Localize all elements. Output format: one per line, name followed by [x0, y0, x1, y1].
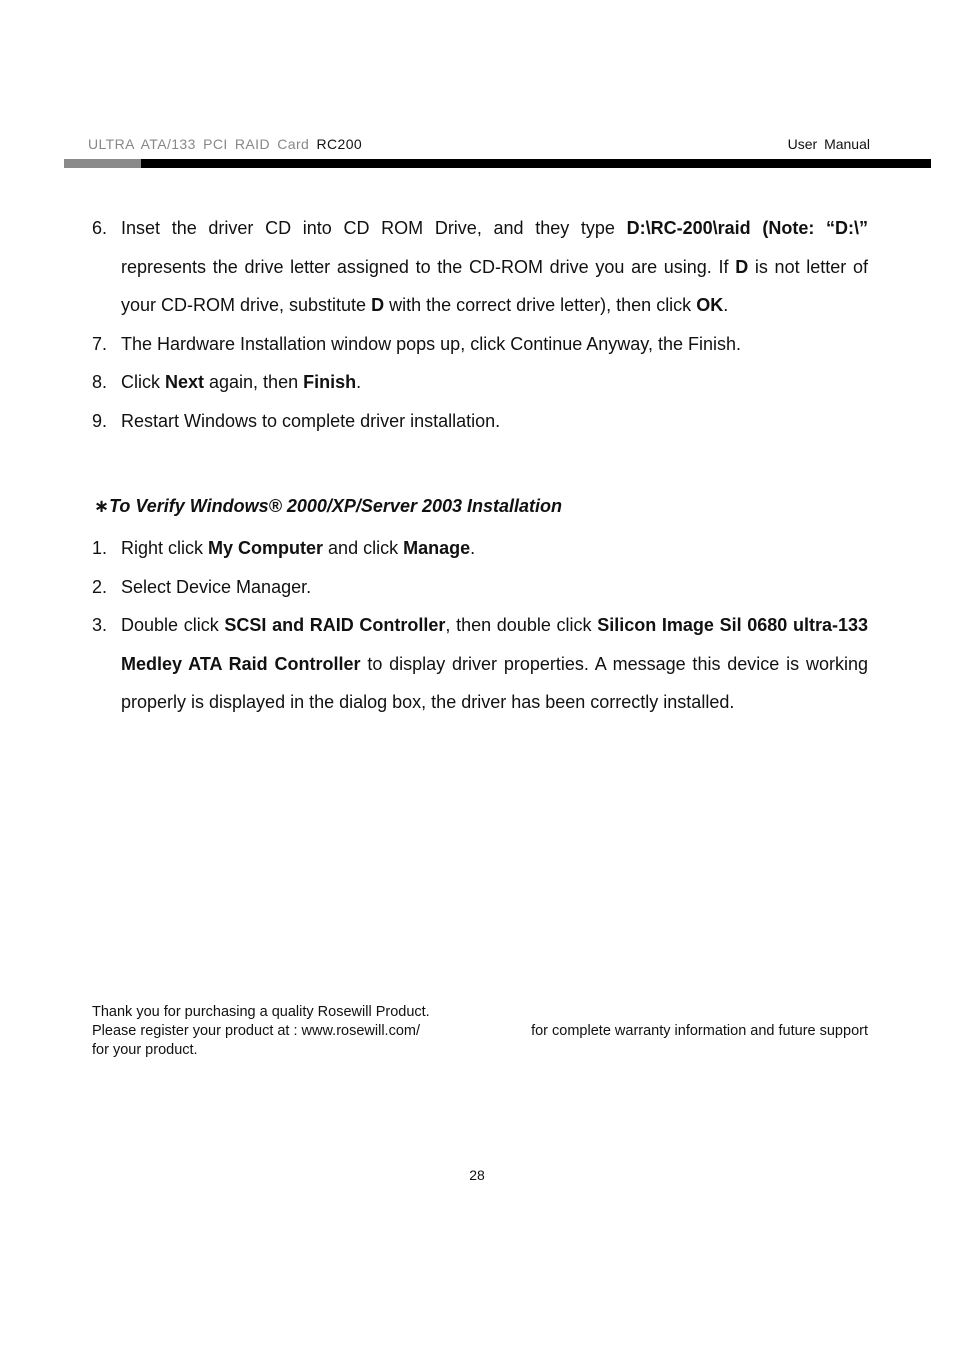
- footer-product: for your product.: [92, 1042, 198, 1058]
- list-item: [92, 402, 868, 441]
- verify-install-steps: [92, 529, 868, 722]
- list-item-number: 3.: [92, 615, 108, 635]
- bold-text: Finish: [303, 372, 357, 392]
- list-item: [92, 529, 868, 568]
- body-text: Select Device Manager.: [121, 576, 312, 597]
- body-text: again, then: [204, 372, 304, 392]
- bold-text: SCSI and RAID Controller: [224, 615, 446, 635]
- body-text: to display driver properties. A message this device is working properly is displayed in the dialog box, the driver has been correctly installed.: [121, 653, 868, 712]
- list-item: [92, 606, 868, 722]
- body-text: is not letter of your CD-ROM drive, substitute: [121, 256, 868, 315]
- body-text: with the correct drive letter), then click: [384, 295, 697, 315]
- body-text: Inset the driver CD into CD ROM Drive, and they type: [121, 218, 627, 238]
- body-text: .: [723, 295, 729, 315]
- bold-text: D:\RC-200\raid (Note: “D:\”: [626, 218, 868, 238]
- list-item-number: 7.: [92, 333, 108, 354]
- bold-text: Silicon Image Sil 0680 ultra-133 Medley ATA Raid Controller: [121, 615, 869, 674]
- header-product-name: ULTRA ATA/133 PCI RAID Card: [88, 136, 310, 152]
- list-item-number: 2.: [92, 576, 108, 597]
- header-model: RC200: [316, 136, 363, 152]
- footer-thanks: Thank you for purchasing a quality Rosewill Product.: [92, 1004, 430, 1020]
- header-rule-accent: [64, 159, 141, 168]
- list-item-number: 8.: [92, 372, 108, 392]
- header-product-title: [88, 136, 362, 152]
- bold-text: D: [371, 295, 385, 315]
- bold-text: My Computer: [208, 538, 324, 558]
- page-number: 28: [469, 1167, 485, 1183]
- list-item: [92, 325, 868, 364]
- bold-text: Manage: [403, 538, 471, 558]
- list-item-number: 6.: [92, 218, 108, 238]
- list-item-number: 9.: [92, 410, 108, 431]
- list-item: [92, 568, 868, 607]
- body-text: Right click: [121, 538, 209, 558]
- body-text: Restart Windows to complete driver installation.: [121, 410, 501, 431]
- footer-register-tail: for complete warranty information and future support: [531, 1023, 868, 1039]
- footer-note: [92, 1003, 868, 1060]
- bold-text: D: [735, 256, 749, 277]
- body-text: .: [470, 538, 476, 558]
- list-item: [92, 363, 868, 402]
- section-heading: ∗To Verify Windows® 2000/XP/Server 2003 Installation: [94, 496, 563, 516]
- body-text: .: [356, 372, 362, 392]
- body-text: , then double click: [445, 615, 598, 635]
- driver-install-steps: [92, 209, 868, 440]
- list-item-number: 1.: [92, 538, 108, 558]
- header-manual-label: User Manual: [787, 136, 870, 152]
- body-text: represents the drive letter assigned to the CD-ROM drive you are using. If: [121, 256, 736, 277]
- body-text: Double click: [121, 615, 225, 635]
- footer-register-line: [92, 1022, 868, 1041]
- bold-text: OK: [696, 295, 724, 315]
- list-item: [92, 209, 868, 325]
- header-rule: [64, 159, 931, 168]
- body-text: The Hardware Installation window pops up, click Continue Anyway, the Finish.: [121, 333, 741, 354]
- bold-text: Next: [165, 372, 205, 392]
- footer-register-url: Please register your product at : www.rosewill.com/: [92, 1023, 420, 1039]
- body-text: and click: [323, 538, 404, 558]
- body-text: Click: [121, 372, 165, 392]
